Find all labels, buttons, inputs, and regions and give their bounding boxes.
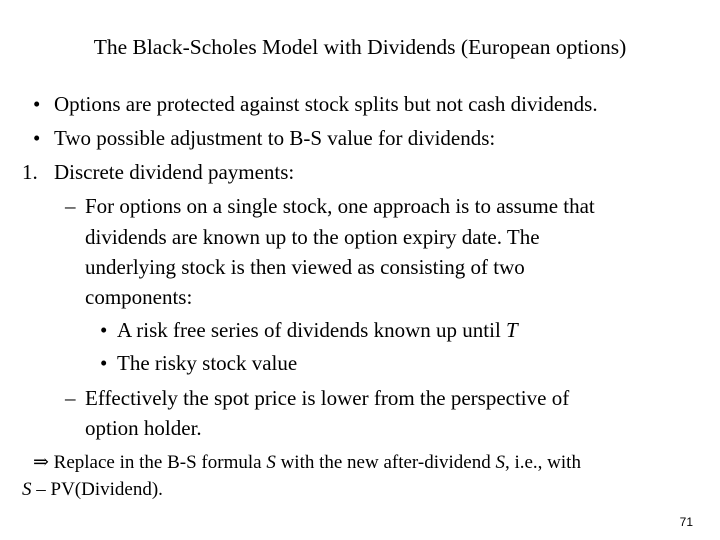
sub-bullet-dot: •	[100, 351, 108, 375]
sub-bullet-label: A risk free series of dividends known up until	[117, 318, 507, 342]
dash-line: underlying stock is then viewed as consisting of two	[85, 255, 525, 279]
dash-marker: –	[65, 386, 76, 410]
conclusion-line-1	[33, 449, 581, 476]
slide-title: The Black-Scholes Model with Dividends (European options)	[93, 35, 627, 59]
page-number: 71	[679, 515, 693, 529]
implies-arrow-icon: ⇒	[33, 452, 49, 473]
bullet-dot: •	[33, 126, 41, 150]
variable-s: S	[266, 452, 276, 473]
list-number: 1.	[22, 160, 38, 184]
conclusion-text: with the new after-dividend	[275, 452, 496, 473]
dash-line: Effectively the spot price is lower from the perspective of	[85, 386, 570, 410]
dash-line: For options on a single stock, one approach is to assume that	[85, 194, 595, 218]
bullet-dot: •	[33, 92, 41, 116]
bullet-text: Options are protected against stock splits but not cash dividends.	[54, 92, 598, 116]
conclusion-text: , i.e., with	[504, 452, 581, 473]
variable-t: T	[506, 318, 518, 342]
dash-line: dividends are known up to the option expiry date. The	[85, 225, 540, 249]
sub-bullet-dot: •	[100, 318, 108, 342]
dash-line: option holder.	[85, 416, 202, 440]
bullet-text: Two possible adjustment to B-S value for dividends:	[54, 126, 496, 150]
conclusion-text: Replace in the B-S formula	[53, 452, 267, 473]
dash-marker: –	[65, 194, 76, 218]
sub-bullet-text	[117, 317, 518, 344]
variable-s: S	[22, 479, 32, 500]
variable-s: S	[495, 452, 505, 473]
numbered-item-text: Discrete dividend payments:	[54, 160, 295, 184]
dash-line: components:	[85, 285, 193, 309]
conclusion-line-2	[22, 476, 163, 503]
sub-bullet-text: The risky stock value	[117, 351, 298, 375]
conclusion-text: – PV(Dividend).	[31, 479, 163, 500]
